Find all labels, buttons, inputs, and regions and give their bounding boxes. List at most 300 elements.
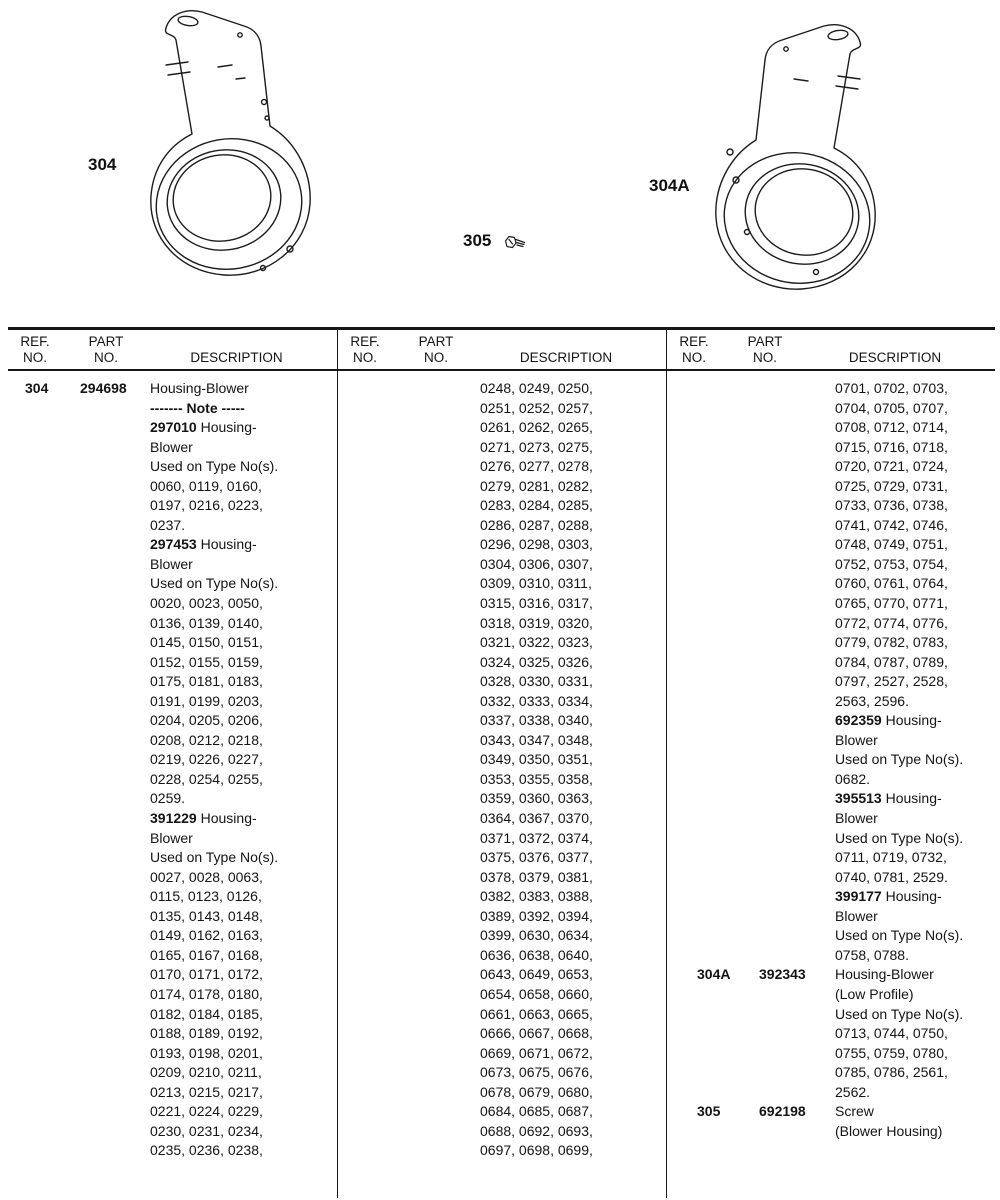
ref-no-cell — [338, 574, 392, 594]
ref-no-cell — [338, 731, 392, 751]
part-no-cell — [731, 574, 835, 594]
ref-no-cell — [667, 711, 731, 731]
description-cell: 0248, 0249, 0250, — [480, 380, 593, 396]
description-cell: 0235, 0236, 0238, — [150, 1142, 263, 1159]
part-no-cell — [392, 496, 480, 516]
table-row — [667, 887, 995, 907]
ref-no-cell — [338, 457, 392, 477]
description-cell: 0197, 0216, 0223, — [150, 497, 263, 514]
table-row — [8, 555, 337, 575]
ref-no-cell — [667, 1005, 731, 1025]
table-row — [338, 711, 666, 731]
ref-no-cell — [667, 477, 731, 497]
ref-no-cell — [667, 438, 731, 458]
part-no-cell — [731, 1083, 835, 1103]
figure-label-305: 305 — [463, 231, 492, 250]
table-row — [338, 789, 666, 809]
ref-no-cell — [667, 379, 731, 399]
ref-no-cell — [667, 907, 731, 927]
table-row — [667, 477, 995, 497]
part-no-cell — [62, 672, 150, 692]
table-row — [8, 711, 337, 731]
part-no-header — [62, 334, 150, 369]
description-cell: Blower — [835, 810, 878, 827]
part-no-cell — [392, 907, 480, 927]
table-row — [338, 1044, 666, 1064]
table-row — [8, 477, 337, 497]
ref-no-cell — [667, 809, 731, 829]
description-cell: 0371, 0372, 0374, — [480, 829, 593, 846]
description-cell: 0779, 0782, 0783, — [835, 634, 948, 651]
part-no-cell — [731, 692, 835, 712]
part-no-cell — [62, 770, 150, 790]
part-no-cell — [392, 457, 480, 477]
part-no-cell — [731, 829, 835, 849]
description-cell: Housing-Blower — [835, 966, 934, 983]
table-row — [338, 731, 666, 751]
description-cell: 0261, 0262, 0265, — [480, 419, 593, 436]
ref-no-cell — [667, 594, 731, 614]
part-no-cell: 392343 — [759, 966, 806, 983]
description-cell: 0115, 0123, 0126, — [150, 888, 262, 905]
ref-header-line1: REF. — [679, 334, 709, 349]
table-row — [667, 848, 995, 868]
part-no-cell — [62, 692, 150, 712]
description-cell: 0271, 0273, 0275, — [480, 438, 593, 455]
description-cell: 0213, 0215, 0217, — [150, 1083, 263, 1100]
ref-no-cell — [667, 672, 731, 692]
description-cell: 0276, 0277, 0278, — [480, 458, 593, 475]
ref-no-cell — [8, 535, 62, 555]
ref-no-cell — [667, 1044, 731, 1064]
description-cell: 0221, 0224, 0229, — [150, 1103, 263, 1120]
table-row — [667, 535, 995, 555]
ref-no-cell — [667, 653, 731, 673]
ref-no-cell — [8, 829, 62, 849]
description-cell: 0654, 0658, 0660, — [480, 985, 593, 1002]
part-no-cell — [62, 848, 150, 868]
part-no-cell — [392, 789, 480, 809]
ref-no-cell — [338, 418, 392, 438]
ref-no-header — [8, 334, 62, 369]
description-cell: 0259. — [150, 790, 186, 807]
table-row — [338, 907, 666, 927]
ref-no-cell — [338, 868, 392, 888]
parts-table — [8, 327, 995, 1200]
table-row — [8, 1122, 337, 1142]
ref-no-cell — [338, 770, 392, 790]
ref-no-cell — [338, 1102, 392, 1122]
part-no-cell — [392, 946, 480, 966]
description-cell: 0321, 0322, 0323, — [480, 634, 593, 651]
description-cell: 0785, 0786, 2561, — [835, 1064, 948, 1081]
part-no-cell — [731, 516, 835, 536]
table-row — [8, 418, 337, 438]
table-row — [667, 418, 995, 438]
description-cell: 0797, 2527, 2528, — [835, 673, 948, 690]
table-row — [667, 1005, 995, 1025]
ref-no-cell — [8, 711, 62, 731]
ref-no-cell — [8, 457, 62, 477]
description-cell: 0152, 0155, 0159, — [150, 653, 263, 670]
part-no-cell — [392, 477, 480, 497]
description-cell: 0684, 0685, 0687, — [480, 1103, 593, 1120]
table-row — [338, 809, 666, 829]
ref-no-cell — [667, 829, 731, 849]
part-no-cell — [392, 848, 480, 868]
table-row — [8, 1044, 337, 1064]
table-row — [8, 809, 337, 829]
table-row — [8, 985, 337, 1005]
part-no-cell — [62, 731, 150, 751]
part-header-line2: NO. — [752, 350, 777, 365]
ref-no-cell — [8, 653, 62, 673]
description-cell: 0720, 0721, 0724, — [835, 458, 948, 475]
ref-no-cell — [8, 594, 62, 614]
description-cell: 0204, 0205, 0206, — [150, 712, 263, 729]
ref-no-cell — [667, 457, 731, 477]
part-no-cell — [392, 535, 480, 555]
part-no-cell — [731, 946, 835, 966]
part-no-cell — [392, 653, 480, 673]
description-cell: 0135, 0143, 0148, — [150, 907, 263, 924]
description-cell: 0230, 0231, 0234, — [150, 1122, 263, 1139]
table-row — [667, 907, 995, 927]
ref-no-cell — [8, 555, 62, 575]
description-cell: Housing-Blower — [150, 380, 249, 396]
table-row — [338, 457, 666, 477]
description-cell: Used on Type No(s). — [150, 575, 279, 592]
part-header-line2: NO. — [93, 350, 118, 365]
table-row — [338, 1024, 666, 1044]
blower-housing-304a-drawing — [710, 20, 890, 310]
ref-no-cell — [667, 614, 731, 634]
figure-label-304: 304 — [88, 155, 117, 174]
description-cell: 0669, 0671, 0672, — [480, 1044, 593, 1061]
part-no-cell — [731, 535, 835, 555]
table-row — [338, 379, 666, 399]
table-row — [667, 926, 995, 946]
table-row — [338, 750, 666, 770]
part-no-cell — [731, 399, 835, 419]
part-no-cell — [62, 1122, 150, 1142]
ref-header-line1: REF. — [350, 334, 380, 349]
table-row — [338, 555, 666, 575]
table-row — [667, 496, 995, 516]
table-row — [338, 848, 666, 868]
table-row — [338, 1122, 666, 1142]
description-cell: 0237. — [150, 516, 186, 533]
table-row — [338, 438, 666, 458]
description-cell: Blower — [835, 907, 878, 924]
part-no-cell — [62, 907, 150, 927]
description-cell: 0318, 0319, 0320, — [480, 614, 593, 631]
table-row — [338, 594, 666, 614]
table-row — [667, 1063, 995, 1083]
description-cell: 2563, 2596. — [835, 692, 909, 709]
part-no-cell — [731, 594, 835, 614]
table-column-2 — [337, 371, 666, 1198]
description-cell: 0304, 0306, 0307, — [480, 555, 593, 572]
part-no-cell — [392, 672, 480, 692]
part-no-cell — [392, 711, 480, 731]
ref-no-cell — [338, 535, 392, 555]
table-header — [8, 330, 995, 371]
ref-no-cell — [667, 731, 731, 751]
description-cell: 0353, 0355, 0358, — [480, 770, 593, 787]
table-row — [667, 809, 995, 829]
part-no-cell — [731, 750, 835, 770]
ref-no-cell: 304A — [697, 966, 731, 983]
part-no-cell — [62, 1083, 150, 1103]
part-no-cell — [62, 438, 150, 458]
description-cell: 0382, 0383, 0388, — [480, 888, 593, 905]
table-row — [338, 477, 666, 497]
table-row — [338, 926, 666, 946]
table-row — [667, 711, 995, 731]
description-cell: Screw — [835, 1103, 874, 1120]
description-cell: 0309, 0310, 0311, — [480, 575, 592, 592]
description-cell: 0733, 0736, 0738, — [835, 497, 948, 514]
ref-no-cell — [667, 496, 731, 516]
part-no-cell — [392, 1141, 480, 1161]
ref-no-cell — [8, 1141, 62, 1161]
part-no-cell — [392, 555, 480, 575]
ref-no-cell — [8, 789, 62, 809]
table-row — [8, 516, 337, 536]
part-no-cell — [392, 868, 480, 888]
table-row — [338, 1005, 666, 1025]
ref-no-cell — [667, 770, 731, 790]
ref-no-cell — [667, 1063, 731, 1083]
table-row — [667, 1024, 995, 1044]
description-cell: 0758, 0788. — [835, 946, 909, 963]
description-cell: 2562. — [835, 1083, 871, 1100]
part-no-cell — [731, 809, 835, 829]
screw-305-drawing — [503, 233, 527, 251]
ref-no-header — [667, 334, 721, 369]
ref-no-cell — [338, 1024, 392, 1044]
ref-no-cell — [8, 946, 62, 966]
ref-no-cell — [8, 926, 62, 946]
description-cell: Used on Type No(s). — [150, 458, 279, 475]
table-row — [667, 555, 995, 575]
part-no-cell: 294698 — [80, 380, 127, 396]
part-no-cell — [731, 848, 835, 868]
part-no-cell — [62, 1024, 150, 1044]
ref-no-cell — [338, 516, 392, 536]
table-row — [338, 1102, 666, 1122]
description-cell: 0725, 0729, 0731, — [835, 477, 948, 494]
table-row — [667, 965, 995, 985]
ref-no-cell — [338, 438, 392, 458]
table-row — [8, 535, 337, 555]
table-row — [338, 868, 666, 888]
table-header-group-3 — [666, 330, 995, 369]
part-no-cell — [392, 829, 480, 849]
ref-no-cell — [667, 985, 731, 1005]
description-cell: Blower — [150, 438, 193, 455]
ref-no-cell — [667, 535, 731, 555]
table-row — [8, 457, 337, 477]
part-no-cell — [62, 418, 150, 438]
description-cell: 0375, 0376, 0377, — [480, 849, 593, 866]
part-no-cell — [731, 1024, 835, 1044]
ref-no-cell — [8, 887, 62, 907]
part-no-cell — [392, 1024, 480, 1044]
table-row — [667, 438, 995, 458]
description-cell: 0752, 0753, 0754, — [835, 555, 948, 572]
table-row — [667, 692, 995, 712]
ref-no-cell — [667, 516, 731, 536]
description-cell: 0188, 0189, 0192, — [150, 1025, 263, 1042]
description-cell: 0145, 0150, 0151, — [150, 634, 263, 651]
table-body — [8, 371, 995, 1198]
table-row — [338, 633, 666, 653]
part-no-cell — [731, 887, 835, 907]
description-cell: 395513 Housing- — [835, 790, 942, 807]
description-cell: 0715, 0716, 0718, — [835, 438, 948, 455]
table-column-3 — [666, 371, 995, 1198]
table-row — [338, 965, 666, 985]
part-no-header — [392, 334, 480, 369]
part-no-cell — [62, 1063, 150, 1083]
description-cell: 0191, 0199, 0203, — [150, 692, 263, 709]
description-cell: 0399, 0630, 0634, — [480, 927, 593, 944]
ref-header-line1: REF. — [20, 334, 50, 349]
ref-no-cell — [338, 985, 392, 1005]
ref-no-cell — [8, 770, 62, 790]
table-row — [8, 496, 337, 516]
description-cell: Used on Type No(s). — [835, 751, 964, 768]
ref-no-cell — [338, 672, 392, 692]
description-cell: 0279, 0281, 0282, — [480, 477, 593, 494]
description-cell: 0182, 0184, 0185, — [150, 1005, 263, 1022]
description-cell: 0060, 0119, 0160, — [150, 477, 262, 494]
table-row — [667, 946, 995, 966]
description-cell: 0713, 0744, 0750, — [835, 1025, 948, 1042]
figure-label-304a: 304A — [649, 176, 690, 195]
table-row — [338, 614, 666, 634]
description-cell: 0296, 0298, 0303, — [480, 536, 593, 553]
ref-no-cell — [8, 985, 62, 1005]
table-row — [667, 633, 995, 653]
table-header-group-1 — [8, 330, 337, 369]
part-no-cell — [62, 555, 150, 575]
ref-header-line2: NO. — [22, 350, 47, 365]
table-row — [8, 1141, 337, 1161]
part-no-cell — [731, 653, 835, 673]
ref-no-cell — [8, 496, 62, 516]
table-row — [8, 614, 337, 634]
ref-no-cell — [8, 868, 62, 888]
part-no-cell — [392, 1083, 480, 1103]
ref-no-cell — [8, 848, 62, 868]
table-row — [667, 399, 995, 419]
part-no-header — [721, 334, 809, 369]
table-row — [338, 692, 666, 712]
part-no-cell — [62, 946, 150, 966]
description-cell: 0682. — [835, 770, 871, 787]
ref-no-cell — [8, 672, 62, 692]
table-row — [8, 1063, 337, 1083]
part-no-cell — [731, 438, 835, 458]
ref-no-cell — [667, 868, 731, 888]
ref-no-cell — [8, 809, 62, 829]
part-no-cell — [731, 614, 835, 634]
ref-no-cell — [338, 907, 392, 927]
table-row — [8, 379, 337, 399]
ref-no-cell — [338, 946, 392, 966]
table-row — [338, 535, 666, 555]
table-row — [338, 399, 666, 419]
ref-no-cell — [338, 379, 392, 399]
ref-no-header — [338, 334, 392, 369]
part-no-cell — [731, 926, 835, 946]
ref-no-cell — [8, 1102, 62, 1122]
table-row — [8, 731, 337, 751]
ref-no-cell — [338, 848, 392, 868]
description-cell: 0643, 0649, 0653, — [480, 966, 593, 983]
ref-no-cell — [338, 809, 392, 829]
description-cell: 391229 Housing- — [150, 810, 257, 827]
description-cell: 0337, 0338, 0340, — [480, 712, 593, 729]
part-no-cell — [731, 1063, 835, 1083]
ref-no-cell — [667, 926, 731, 946]
ref-no-cell: 304 — [25, 380, 49, 396]
description-cell: 0349, 0350, 0351, — [480, 751, 593, 768]
table-row — [667, 614, 995, 634]
ref-no-cell — [338, 829, 392, 849]
ref-no-cell — [338, 711, 392, 731]
ref-no-cell — [338, 1005, 392, 1025]
description-cell: Blower — [835, 731, 878, 748]
ref-no-cell — [8, 574, 62, 594]
part-no-cell — [731, 418, 835, 438]
table-row — [8, 399, 337, 419]
table-row — [8, 926, 337, 946]
part-no-cell — [62, 614, 150, 634]
table-column-1 — [8, 371, 337, 1198]
part-no-cell — [392, 418, 480, 438]
table-row — [667, 672, 995, 692]
table-row — [667, 985, 995, 1005]
table-row — [338, 887, 666, 907]
part-no-cell — [392, 965, 480, 985]
description-cell: 0027, 0028, 0063, — [150, 868, 263, 885]
part-no-cell — [62, 496, 150, 516]
description-cell: Blower — [150, 555, 193, 572]
table-row — [667, 868, 995, 888]
ref-no-cell — [8, 516, 62, 536]
ref-no-cell: 305 — [697, 1103, 721, 1120]
ref-no-cell — [8, 750, 62, 770]
part-no-cell — [62, 829, 150, 849]
table-row — [8, 829, 337, 849]
part-no-cell — [731, 457, 835, 477]
table-row — [667, 516, 995, 536]
description-cell: Blower — [150, 829, 193, 846]
description-cell: 0711, 0719, 0732, — [835, 849, 947, 866]
part-header-line1: PART — [418, 334, 454, 349]
ref-no-cell — [667, 789, 731, 809]
ref-no-cell — [338, 692, 392, 712]
table-row — [338, 516, 666, 536]
table-row — [338, 1063, 666, 1083]
table-row — [667, 770, 995, 790]
description-cell: Used on Type No(s). — [835, 927, 964, 944]
ref-no-cell — [667, 750, 731, 770]
